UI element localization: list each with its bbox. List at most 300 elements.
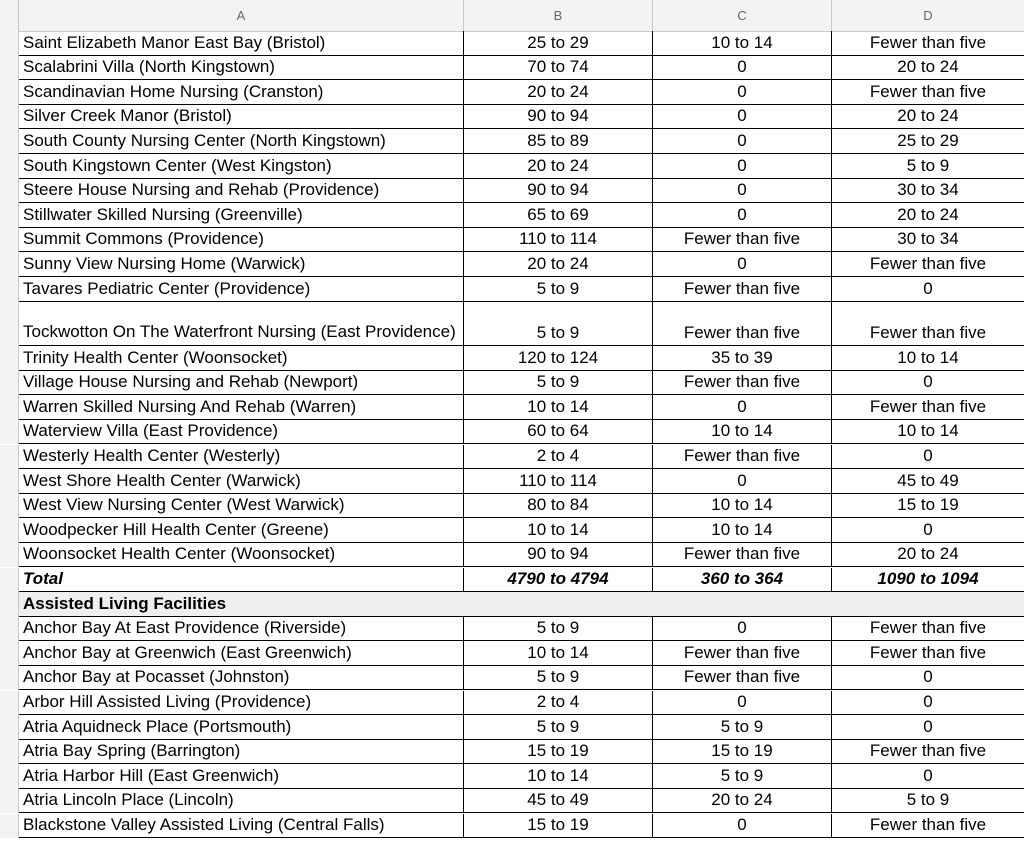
row-gutter[interactable] <box>0 154 19 179</box>
column-header-c[interactable]: C <box>653 0 832 31</box>
row-gutter[interactable] <box>0 228 19 253</box>
cell-b[interactable] <box>464 543 653 568</box>
cell-text: 80 to 84 <box>527 495 589 515</box>
cell-a[interactable] <box>19 617 464 642</box>
cell-text: 10 to 14 <box>897 347 959 367</box>
cell-text: Atria Lincoln Place (Lincoln) <box>23 790 234 810</box>
cell-text: Steere House Nursing and Rehab (Providence) <box>23 180 380 200</box>
table-row <box>0 715 1024 740</box>
cell-a[interactable] <box>19 346 464 371</box>
cell-b[interactable] <box>464 31 653 56</box>
cell-c[interactable] <box>653 395 832 420</box>
cell-a[interactable] <box>19 764 464 789</box>
cell-text: 90 to 94 <box>527 544 589 564</box>
column-header-row <box>0 0 1024 32</box>
cell-text: 5 to 9 <box>536 323 580 343</box>
cell-c[interactable] <box>653 154 832 179</box>
table-row <box>0 641 1024 666</box>
table-row <box>0 445 1024 470</box>
table-row <box>0 154 1024 179</box>
cell-text: Warren Skilled Nursing And Rehab (Warren) <box>23 396 357 416</box>
cell-text: Atria Harbor Hill (East Greenwich) <box>23 765 280 785</box>
cell-a[interactable] <box>19 80 464 105</box>
cell-d[interactable] <box>832 395 1024 420</box>
cell-d[interactable] <box>832 568 1024 593</box>
cell-text: 5 to 9 <box>536 618 580 638</box>
cell-text: 5 to 9 <box>536 278 580 298</box>
cell-c[interactable] <box>653 31 832 56</box>
cell-text: 0 <box>737 253 747 273</box>
cell-text: 15 to 19 <box>527 741 589 761</box>
cell-b[interactable] <box>464 715 653 740</box>
cell-text: Fewer than five <box>683 544 801 564</box>
cell-text: Blackstone Valley Assisted Living (Central Falls) <box>23 815 385 835</box>
table-row <box>0 543 1024 568</box>
cell-text: 35 to 39 <box>711 347 773 367</box>
cell-text: Fewer than five <box>869 618 987 638</box>
cell-text: Trinity Health Center (Woonsocket) <box>23 347 288 367</box>
cell-d[interactable] <box>832 445 1024 470</box>
cell-a[interactable] <box>19 302 464 347</box>
table-row <box>0 494 1024 519</box>
cell-d[interactable] <box>832 129 1024 154</box>
cell-b[interactable] <box>464 494 653 519</box>
cell-c[interactable] <box>653 228 832 253</box>
cell-text: 0 <box>923 692 933 712</box>
cell-c[interactable] <box>653 568 832 593</box>
cell-text: 0 <box>737 180 747 200</box>
cell-b[interactable] <box>464 641 653 666</box>
cell-text: 20 to 24 <box>527 155 589 175</box>
cell-text: Fewer than five <box>683 642 801 662</box>
cell-text: Summit Commons (Providence) <box>23 229 264 249</box>
cell-text: 0 <box>737 204 747 224</box>
cell-text: Anchor Bay At East Providence (Riverside) <box>23 618 347 638</box>
cell-b[interactable] <box>464 764 653 789</box>
cell-c[interactable] <box>653 518 832 543</box>
cell-b[interactable] <box>464 371 653 396</box>
cell-a[interactable] <box>19 277 464 302</box>
table-row <box>0 617 1024 642</box>
row-gutter[interactable] <box>0 420 19 445</box>
table-row <box>0 302 1024 347</box>
cell-text: Westerly Health Center (Westerly) <box>23 446 281 466</box>
cell-text: Village House Nursing and Rehab (Newport) <box>23 372 359 392</box>
cell-d[interactable] <box>832 543 1024 568</box>
cell-text: 20 to 24 <box>527 81 589 101</box>
cell-a[interactable] <box>19 179 464 204</box>
cell-text: 0 <box>923 765 933 785</box>
cell-a[interactable] <box>19 469 464 494</box>
cell-text: Silver Creek Manor (Bristol) <box>23 106 232 126</box>
cell-c[interactable] <box>653 80 832 105</box>
row-gutter[interactable] <box>0 715 19 740</box>
cell-text: 20 to 24 <box>711 790 773 810</box>
cell-text: 70 to 74 <box>527 57 589 77</box>
cell-a[interactable] <box>19 371 464 396</box>
cell-text: Sunny View Nursing Home (Warwick) <box>23 253 306 273</box>
cell-a[interactable] <box>19 228 464 253</box>
row-gutter[interactable] <box>0 395 19 420</box>
cell-a[interactable] <box>19 445 464 470</box>
cell-text: 0 <box>923 372 933 392</box>
cell-b[interactable] <box>464 445 653 470</box>
cell-text: 0 <box>737 815 747 835</box>
cell-c[interactable] <box>653 666 832 691</box>
cell-a[interactable] <box>19 789 464 814</box>
cell-text: 110 to 114 <box>519 229 597 249</box>
row-gutter[interactable] <box>0 252 19 277</box>
cell-text: 2 to 4 <box>536 692 580 712</box>
cell-d[interactable] <box>832 789 1024 814</box>
cell-text: 20 to 24 <box>897 204 959 224</box>
row-gutter[interactable] <box>0 641 19 666</box>
cell-b[interactable] <box>464 252 653 277</box>
cell-text: 2 to 4 <box>536 446 580 466</box>
cell-text: 45 to 49 <box>527 790 589 810</box>
cell-text: 0 <box>923 278 933 298</box>
cell-c[interactable] <box>653 179 832 204</box>
table-row <box>0 252 1024 277</box>
cell-b[interactable] <box>464 691 653 716</box>
row-gutter[interactable] <box>0 346 19 371</box>
table-row <box>0 203 1024 228</box>
cell-text: 15 to 19 <box>897 495 959 515</box>
cell-c[interactable] <box>653 252 832 277</box>
cell-a[interactable] <box>19 518 464 543</box>
row-gutter[interactable] <box>0 789 19 814</box>
cell-text: Saint Elizabeth Manor East Bay (Bristol) <box>23 32 326 52</box>
row-gutter[interactable] <box>0 617 19 642</box>
cell-text: 0 <box>923 716 933 736</box>
cell-d[interactable] <box>832 228 1024 253</box>
cell-b[interactable] <box>464 469 653 494</box>
table-row <box>0 666 1024 691</box>
cell-b[interactable] <box>464 179 653 204</box>
cell-c[interactable] <box>653 715 832 740</box>
cell-a[interactable] <box>19 740 464 765</box>
cell-text: Total <box>23 569 63 589</box>
cell-text: 10 to 14 <box>897 421 959 441</box>
cell-text: Fewer than five <box>683 446 801 466</box>
table-row <box>0 179 1024 204</box>
table-row <box>0 764 1024 789</box>
cell-text: 15 to 19 <box>711 741 773 761</box>
cell-d[interactable] <box>832 371 1024 396</box>
table-row <box>0 31 1024 56</box>
cell-text: 110 to 114 <box>519 470 597 490</box>
row-gutter[interactable] <box>0 740 19 765</box>
cell-d[interactable] <box>832 715 1024 740</box>
cell-a[interactable] <box>19 420 464 445</box>
cell-b[interactable] <box>464 203 653 228</box>
cell-c[interactable] <box>653 445 832 470</box>
cell-c[interactable] <box>653 543 832 568</box>
cell-c[interactable] <box>653 740 832 765</box>
table-row <box>0 789 1024 814</box>
row-gutter[interactable] <box>0 518 19 543</box>
cell-text: Fewer than five <box>683 323 801 343</box>
cell-text: 0 <box>737 692 747 712</box>
cell-text: Tockwotton On The Waterfront Nursing (East Providence) <box>23 322 456 342</box>
cell-c[interactable] <box>653 469 832 494</box>
cell-text: West Shore Health Center (Warwick) <box>23 470 301 490</box>
cell-b[interactable] <box>464 740 653 765</box>
cell-a[interactable] <box>19 814 464 839</box>
cell-a[interactable] <box>19 715 464 740</box>
cell-d[interactable] <box>832 420 1024 445</box>
cell-text: Tavares Pediatric Center (Providence) <box>23 278 311 298</box>
cell-text: 90 to 94 <box>527 106 589 126</box>
cell-text: Scalabrini Villa (North Kingstown) <box>23 57 275 77</box>
cell-a[interactable] <box>19 494 464 519</box>
cell-b[interactable] <box>464 56 653 81</box>
cell-d[interactable] <box>832 56 1024 81</box>
cell-text: 30 to 34 <box>897 180 959 200</box>
cell-a[interactable] <box>19 56 464 81</box>
cell-text: 30 to 34 <box>897 229 959 249</box>
cell-b[interactable] <box>464 346 653 371</box>
row-gutter[interactable] <box>0 666 19 691</box>
cell-d[interactable] <box>832 179 1024 204</box>
cell-text: 10 to 14 <box>711 495 773 515</box>
cell-d[interactable] <box>832 764 1024 789</box>
cell-text: 0 <box>737 618 747 638</box>
cell-d[interactable] <box>832 154 1024 179</box>
cell-text: 15 to 19 <box>527 815 589 835</box>
column-header-b[interactable]: B <box>464 0 653 31</box>
cell-text: 20 to 24 <box>527 253 589 273</box>
cell-text: 10 to 14 <box>527 396 589 416</box>
cell-text: Stillwater Skilled Nursing (Greenville) <box>23 204 303 224</box>
row-gutter[interactable] <box>0 302 19 347</box>
table-row <box>0 105 1024 130</box>
cell-text: 20 to 24 <box>897 544 959 564</box>
cell-a[interactable] <box>19 154 464 179</box>
cell-text: 20 to 24 <box>897 106 959 126</box>
cell-c[interactable] <box>653 691 832 716</box>
cell-d[interactable] <box>832 203 1024 228</box>
row-gutter[interactable] <box>0 56 19 81</box>
cell-text: 5 to 9 <box>906 155 950 175</box>
cell-b[interactable] <box>464 666 653 691</box>
cell-text: South Kingstown Center (West Kingston) <box>23 155 332 175</box>
cell-a[interactable] <box>19 203 464 228</box>
column-header-a[interactable]: A <box>19 0 464 31</box>
cell-text: 10 to 14 <box>527 519 589 539</box>
cell-text: Anchor Bay at Pocasset (Johnston) <box>23 667 290 687</box>
cell-text: Waterview Villa (East Providence) <box>23 421 279 441</box>
cell-d[interactable] <box>832 814 1024 839</box>
cell-b[interactable] <box>464 277 653 302</box>
cell-b[interactable] <box>464 154 653 179</box>
cell-text: 0 <box>737 396 747 416</box>
cell-d[interactable] <box>832 302 1024 347</box>
cell-d[interactable] <box>832 80 1024 105</box>
cell-a[interactable] <box>19 105 464 130</box>
table-row <box>0 371 1024 396</box>
table-row <box>0 420 1024 445</box>
cell-a[interactable] <box>19 31 464 56</box>
cell-b[interactable] <box>464 789 653 814</box>
row-gutter[interactable] <box>0 764 19 789</box>
table-row <box>0 740 1024 765</box>
table-row <box>0 80 1024 105</box>
cell-a[interactable] <box>19 691 464 716</box>
row-gutter[interactable] <box>0 543 19 568</box>
cell-b[interactable] <box>464 129 653 154</box>
cell-b[interactable] <box>464 814 653 839</box>
cell-text: 45 to 49 <box>897 470 959 490</box>
cell-b[interactable] <box>464 105 653 130</box>
cell-c[interactable] <box>653 346 832 371</box>
cell-a[interactable] <box>19 568 464 593</box>
cell-text: Arbor Hill Assisted Living (Providence) <box>23 692 312 712</box>
cell-text: 10 to 14 <box>711 519 773 539</box>
cell-text: Fewer than five <box>683 372 801 392</box>
table-row <box>0 129 1024 154</box>
cell-text: Fewer than five <box>869 815 987 835</box>
cell-text: Fewer than five <box>683 229 801 249</box>
cell-d[interactable] <box>832 252 1024 277</box>
cell-text: Anchor Bay at Greenwich (East Greenwich) <box>23 642 352 662</box>
cell-d[interactable] <box>832 641 1024 666</box>
cell-b[interactable] <box>464 80 653 105</box>
cell-text: Woodpecker Hill Health Center (Greene) <box>23 519 329 539</box>
cell-text: 4790 to 4794 <box>507 569 609 589</box>
cell-a[interactable] <box>19 129 464 154</box>
cell-c[interactable] <box>653 617 832 642</box>
cell-text: 5 to 9 <box>720 716 764 736</box>
cell-text: Atria Aquidneck Place (Portsmouth) <box>23 716 292 736</box>
cell-text: Assisted Living Facilities <box>23 593 227 613</box>
cell-c[interactable] <box>653 494 832 519</box>
cell-text: Fewer than five <box>869 253 987 273</box>
row-gutter[interactable] <box>0 179 19 204</box>
row-gutter[interactable] <box>0 691 19 716</box>
cell-c[interactable] <box>653 641 832 666</box>
cell-text: 90 to 94 <box>527 180 589 200</box>
cell-c[interactable] <box>653 105 832 130</box>
cell-c[interactable] <box>653 56 832 81</box>
cell-text: 0 <box>923 446 933 466</box>
cell-text: 85 to 89 <box>527 130 589 150</box>
cell-c[interactable] <box>653 302 832 347</box>
cell-text: 10 to 14 <box>711 32 773 52</box>
cell-d[interactable] <box>832 691 1024 716</box>
cell-text: 120 to 124 <box>517 347 599 367</box>
cell-a[interactable] <box>19 641 464 666</box>
cell-text: 0 <box>923 667 933 687</box>
cell-c[interactable] <box>653 129 832 154</box>
table-row <box>0 518 1024 543</box>
cell-text: Fewer than five <box>683 278 801 298</box>
cell-c[interactable] <box>653 277 832 302</box>
row-gutter[interactable] <box>0 277 19 302</box>
section-header-row <box>0 592 1024 617</box>
table-row <box>0 277 1024 302</box>
row-gutter[interactable] <box>0 494 19 519</box>
cell-text: 65 to 69 <box>527 204 589 224</box>
row-gutter[interactable] <box>0 445 19 470</box>
cell-text: South County Nursing Center (North Kingstown) <box>23 130 386 150</box>
cell-d[interactable] <box>832 740 1024 765</box>
cell-a[interactable] <box>19 543 464 568</box>
row-gutter[interactable] <box>0 105 19 130</box>
cell-c[interactable] <box>653 203 832 228</box>
cell-text: 5 to 9 <box>536 716 580 736</box>
row-gutter[interactable] <box>0 469 19 494</box>
cell-d[interactable] <box>832 346 1024 371</box>
cell-b[interactable] <box>464 302 653 347</box>
row-gutter[interactable] <box>0 371 19 396</box>
row-gutter[interactable] <box>0 568 19 593</box>
table-row <box>0 56 1024 81</box>
row-gutter[interactable] <box>0 592 19 617</box>
cell-a[interactable] <box>19 395 464 420</box>
cell-text: 10 to 14 <box>711 421 773 441</box>
cell-text: 0 <box>737 81 747 101</box>
table-row <box>0 228 1024 253</box>
cell-b[interactable] <box>464 228 653 253</box>
row-gutter[interactable] <box>0 129 19 154</box>
table-row <box>0 469 1024 494</box>
cell-text: 0 <box>737 155 747 175</box>
cell-text: 5 to 9 <box>906 790 950 810</box>
select-all-corner[interactable] <box>0 0 19 31</box>
row-gutter[interactable] <box>0 80 19 105</box>
cell-c[interactable] <box>653 814 832 839</box>
cell-text: 0 <box>737 130 747 150</box>
cell-d[interactable] <box>832 277 1024 302</box>
cell-text: Scandinavian Home Nursing (Cranston) <box>23 81 324 101</box>
cell-d[interactable] <box>832 105 1024 130</box>
cell-d[interactable] <box>832 494 1024 519</box>
cell-d[interactable] <box>832 31 1024 56</box>
table-row <box>0 691 1024 716</box>
cell-d[interactable] <box>832 518 1024 543</box>
cell-text: 0 <box>737 106 747 126</box>
row-gutter[interactable] <box>0 203 19 228</box>
cell-text: Fewer than five <box>869 81 987 101</box>
row-gutter[interactable] <box>0 814 19 839</box>
cell-c[interactable] <box>653 420 832 445</box>
cell-b[interactable] <box>464 568 653 593</box>
cell-a[interactable] <box>19 666 464 691</box>
cell-a[interactable] <box>19 592 1024 617</box>
cell-c[interactable] <box>653 371 832 396</box>
cell-b[interactable] <box>464 518 653 543</box>
cell-text: Fewer than five <box>683 667 801 687</box>
cell-d[interactable] <box>832 666 1024 691</box>
cell-a[interactable] <box>19 252 464 277</box>
cell-b[interactable] <box>464 617 653 642</box>
cell-text: 60 to 64 <box>527 421 589 441</box>
column-header-d[interactable]: D <box>923 8 933 23</box>
cell-text: 360 to 364 <box>700 569 784 589</box>
row-gutter[interactable] <box>0 31 19 56</box>
cell-c[interactable] <box>653 789 832 814</box>
cell-b[interactable] <box>464 420 653 445</box>
cell-b[interactable] <box>464 395 653 420</box>
table-row <box>0 395 1024 420</box>
cell-d[interactable] <box>832 469 1024 494</box>
cell-text: West View Nursing Center (West Warwick) <box>23 495 345 515</box>
cell-text: 25 to 29 <box>897 130 959 150</box>
cell-c[interactable] <box>653 764 832 789</box>
cell-text: Fewer than five <box>869 323 987 343</box>
cell-d[interactable] <box>832 617 1024 642</box>
